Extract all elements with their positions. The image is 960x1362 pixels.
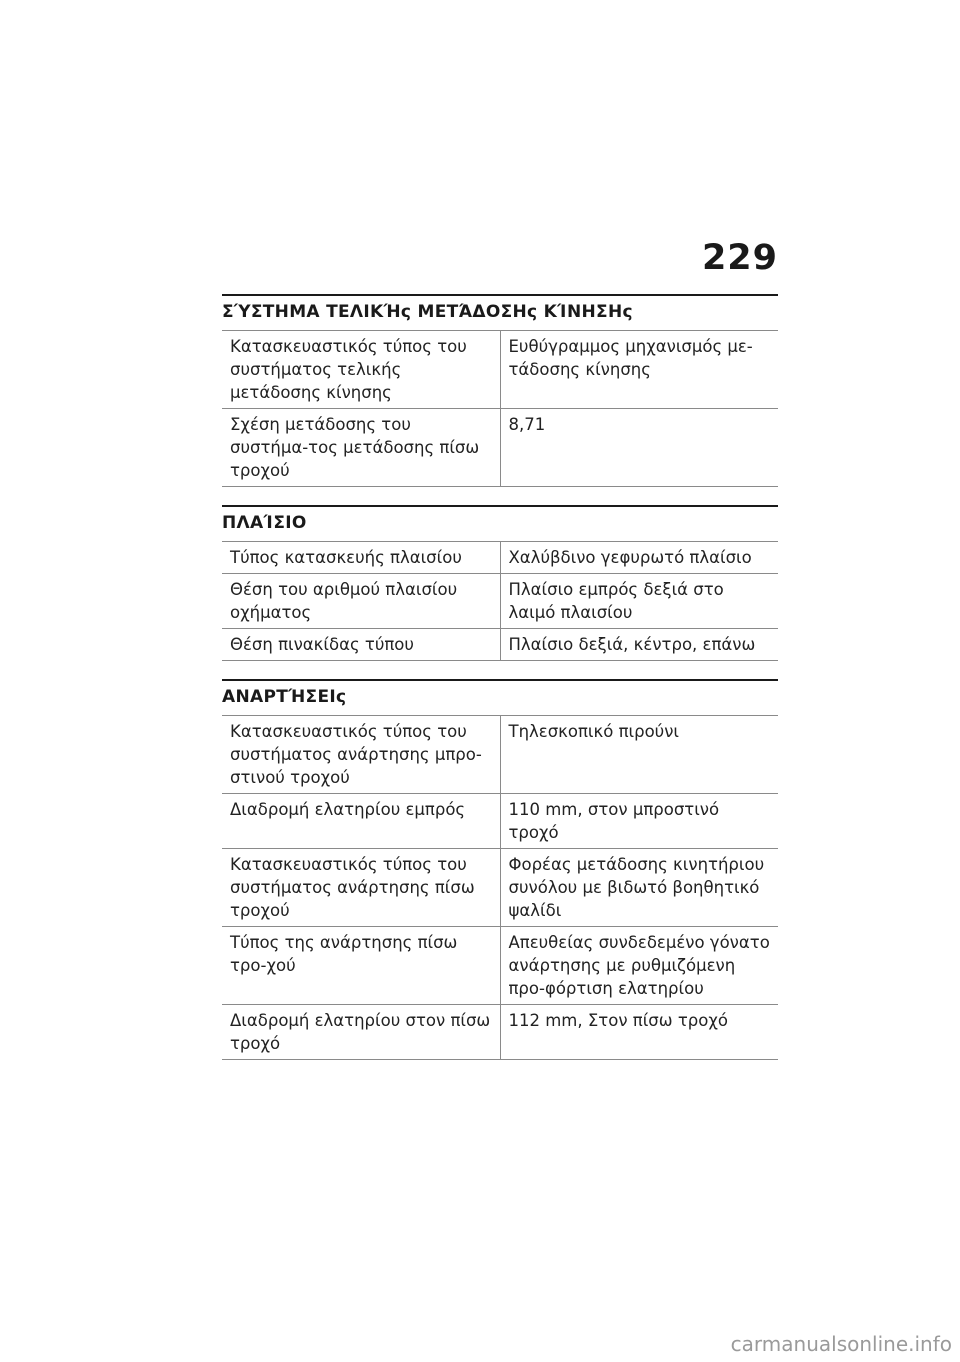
spec-table bbox=[222, 330, 778, 487]
spec-key: Σχέση μετάδοσης του συστήμα-τος μετάδοσης πίσω τροχού bbox=[222, 409, 500, 487]
table-row bbox=[222, 794, 778, 849]
spec-value: Απευθείας συνδεδεμένο γόνατο ανάρτησης με ρυθμιζόμενη προ-φόρτιση ελατηρίου bbox=[508, 933, 770, 998]
table-row bbox=[222, 331, 778, 409]
spec-value: 8,71 bbox=[508, 415, 546, 434]
spec-key: Θέση πινακίδας τύπου bbox=[222, 629, 500, 661]
spec-key: Διαδρομή ελατηρίου εμπρός bbox=[222, 794, 500, 849]
spec-key: Διαδρομή ελατηρίου στον πίσω τροχό bbox=[222, 1005, 500, 1060]
section-suspension bbox=[222, 679, 778, 1060]
spec-key: Τύπος κατασκευής πλαισίου bbox=[222, 542, 500, 574]
spec-table bbox=[222, 715, 778, 1060]
spec-value: 110 mm, στον μπροστινό τροχό bbox=[508, 800, 720, 842]
spec-value: Χαλύβδινο γεφυρωτό πλαίσιο bbox=[508, 548, 752, 567]
spec-content bbox=[222, 294, 778, 1078]
section-title: ΠΛΑΊΣΙΟ bbox=[222, 505, 778, 541]
spec-value: Ευθύγραμμος μηχανισμός με-τάδοσης κίνησης bbox=[508, 337, 753, 379]
page-number: 229 bbox=[701, 238, 778, 278]
spec-key: Θέση του αριθμού πλαισίου οχήματος bbox=[222, 574, 500, 629]
spec-table bbox=[222, 541, 778, 661]
table-row bbox=[222, 409, 778, 487]
table-row bbox=[222, 927, 778, 1005]
section-final-drive bbox=[222, 294, 778, 487]
spec-key: Κατασκευαστικός τύπος του συστήματος ανάρτησης πίσω τροχού bbox=[222, 849, 500, 927]
section-title: ΣΎΣΤΗΜΑ ΤΕΛΙΚΉς ΜΕΤΆΔΟΣΗς ΚΊΝΗΣΗς bbox=[222, 294, 778, 330]
spec-value: Πλαίσιο εμπρός δεξιά στο λαιμό πλαισίου bbox=[508, 580, 724, 622]
footer-watermark: carmanualsonline.info bbox=[730, 1332, 952, 1356]
section-frame bbox=[222, 505, 778, 661]
spec-key: Τύπος της ανάρτησης πίσω τρο-χού bbox=[222, 927, 500, 1005]
spec-value: Τηλεσκοπικό πιρούνι bbox=[508, 722, 680, 741]
section-title: ΑΝΑΡΤΉΣΕΙς bbox=[222, 679, 778, 715]
spec-value: Φορέας μετάδοσης κινητήριου συνόλου με βιδωτό βοηθητικό ψαλίδι bbox=[508, 855, 765, 920]
table-row bbox=[222, 574, 778, 629]
table-row bbox=[222, 542, 778, 574]
spec-key: Κατασκευαστικός τύπος του συστήματος ανάρτησης μπρο-στινού τροχού bbox=[222, 716, 500, 794]
table-row bbox=[222, 716, 778, 794]
spec-value: Πλαίσιο δεξιά, κέντρο, επάνω bbox=[508, 635, 756, 654]
spec-key: Κατασκευαστικός τύπος του συστήματος τελικής μετάδοσης κίνησης bbox=[222, 331, 500, 409]
spec-value: 112 mm, Στον πίσω τροχό bbox=[508, 1011, 728, 1030]
table-row bbox=[222, 849, 778, 927]
table-row bbox=[222, 629, 778, 661]
table-row bbox=[222, 1005, 778, 1060]
